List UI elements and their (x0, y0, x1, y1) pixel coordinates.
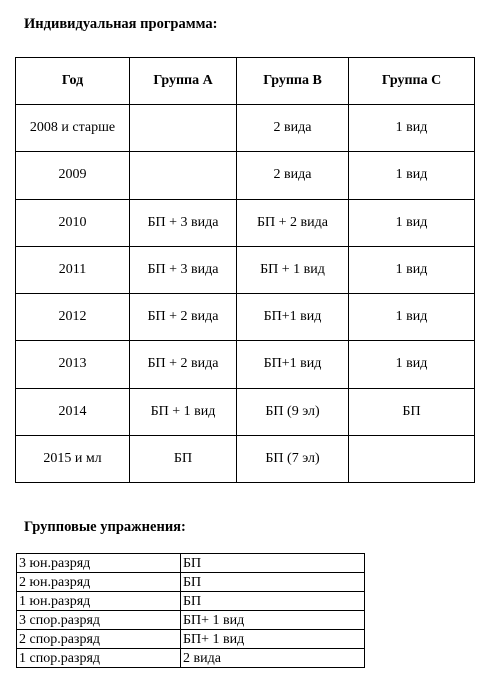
cell-rank: 1 юн.разряд (17, 592, 181, 611)
table-row (17, 554, 365, 573)
cell-year: 2011 (16, 246, 130, 293)
cell-group-b: БП (7 эл) (237, 435, 349, 482)
cell-year: 2010 (16, 199, 130, 246)
cell-rank: 2 спор.разряд (17, 630, 181, 649)
cell-group-a: БП (130, 435, 237, 482)
cell-group-a: БП + 2 вида (130, 341, 237, 388)
cell-group-a: БП + 3 вида (130, 199, 237, 246)
table-row (17, 630, 365, 649)
cell-group-c: БП (349, 388, 475, 435)
cell-year: 2008 и старше (16, 105, 130, 152)
table-row (17, 592, 365, 611)
cell-group-b: БП + 1 вид (237, 246, 349, 293)
cell-group-a: БП + 2 вида (130, 294, 237, 341)
header-group-c: Группа С (349, 58, 475, 105)
table-row (16, 199, 475, 246)
cell-rank: 1 спор.разряд (17, 649, 181, 668)
table-row (16, 435, 475, 482)
group-exercises-heading: Групповые упражнения: (24, 519, 186, 535)
cell-group-b: БП (9 эл) (237, 388, 349, 435)
cell-program: 2 вида (181, 649, 365, 668)
table-row (17, 649, 365, 668)
cell-group-c (349, 435, 475, 482)
cell-program: БП (181, 592, 365, 611)
cell-group-b: БП+1 вид (237, 294, 349, 341)
table-header-row (16, 58, 475, 105)
table-row (16, 105, 475, 152)
header-group-a: Группа А (130, 58, 237, 105)
table-row (16, 246, 475, 293)
cell-year: 2014 (16, 388, 130, 435)
cell-group-a (130, 152, 237, 199)
table-row (16, 294, 475, 341)
header-year: Год (16, 58, 130, 105)
cell-group-b: 2 вида (237, 152, 349, 199)
cell-year: 2012 (16, 294, 130, 341)
cell-group-b: БП + 2 вида (237, 199, 349, 246)
cell-group-b: БП+1 вид (237, 341, 349, 388)
cell-rank: 3 юн.разряд (17, 554, 181, 573)
cell-program: БП+ 1 вид (181, 630, 365, 649)
cell-group-b: 2 вида (237, 105, 349, 152)
individual-program-heading: Индивидуальная программа: (24, 16, 218, 32)
cell-program: БП+ 1 вид (181, 611, 365, 630)
table-row (17, 611, 365, 630)
cell-group-c: 1 вид (349, 246, 475, 293)
cell-group-a (130, 105, 237, 152)
header-group-b: Группа В (237, 58, 349, 105)
cell-program: БП (181, 554, 365, 573)
cell-group-c: 1 вид (349, 199, 475, 246)
cell-rank: 2 юн.разряд (17, 573, 181, 592)
cell-group-c: 1 вид (349, 105, 475, 152)
cell-group-a: БП + 3 вида (130, 246, 237, 293)
cell-year: 2009 (16, 152, 130, 199)
cell-year: 2015 и мл (16, 435, 130, 482)
cell-group-c: 1 вид (349, 341, 475, 388)
cell-group-c: 1 вид (349, 294, 475, 341)
table-row (16, 341, 475, 388)
table-row (16, 388, 475, 435)
individual-program-table (15, 57, 475, 483)
cell-program: БП (181, 573, 365, 592)
table-row (16, 152, 475, 199)
cell-group-a: БП + 1 вид (130, 388, 237, 435)
cell-year: 2013 (16, 341, 130, 388)
group-exercises-table (16, 553, 365, 668)
cell-group-c: 1 вид (349, 152, 475, 199)
cell-rank: 3 спор.разряд (17, 611, 181, 630)
table-row (17, 573, 365, 592)
